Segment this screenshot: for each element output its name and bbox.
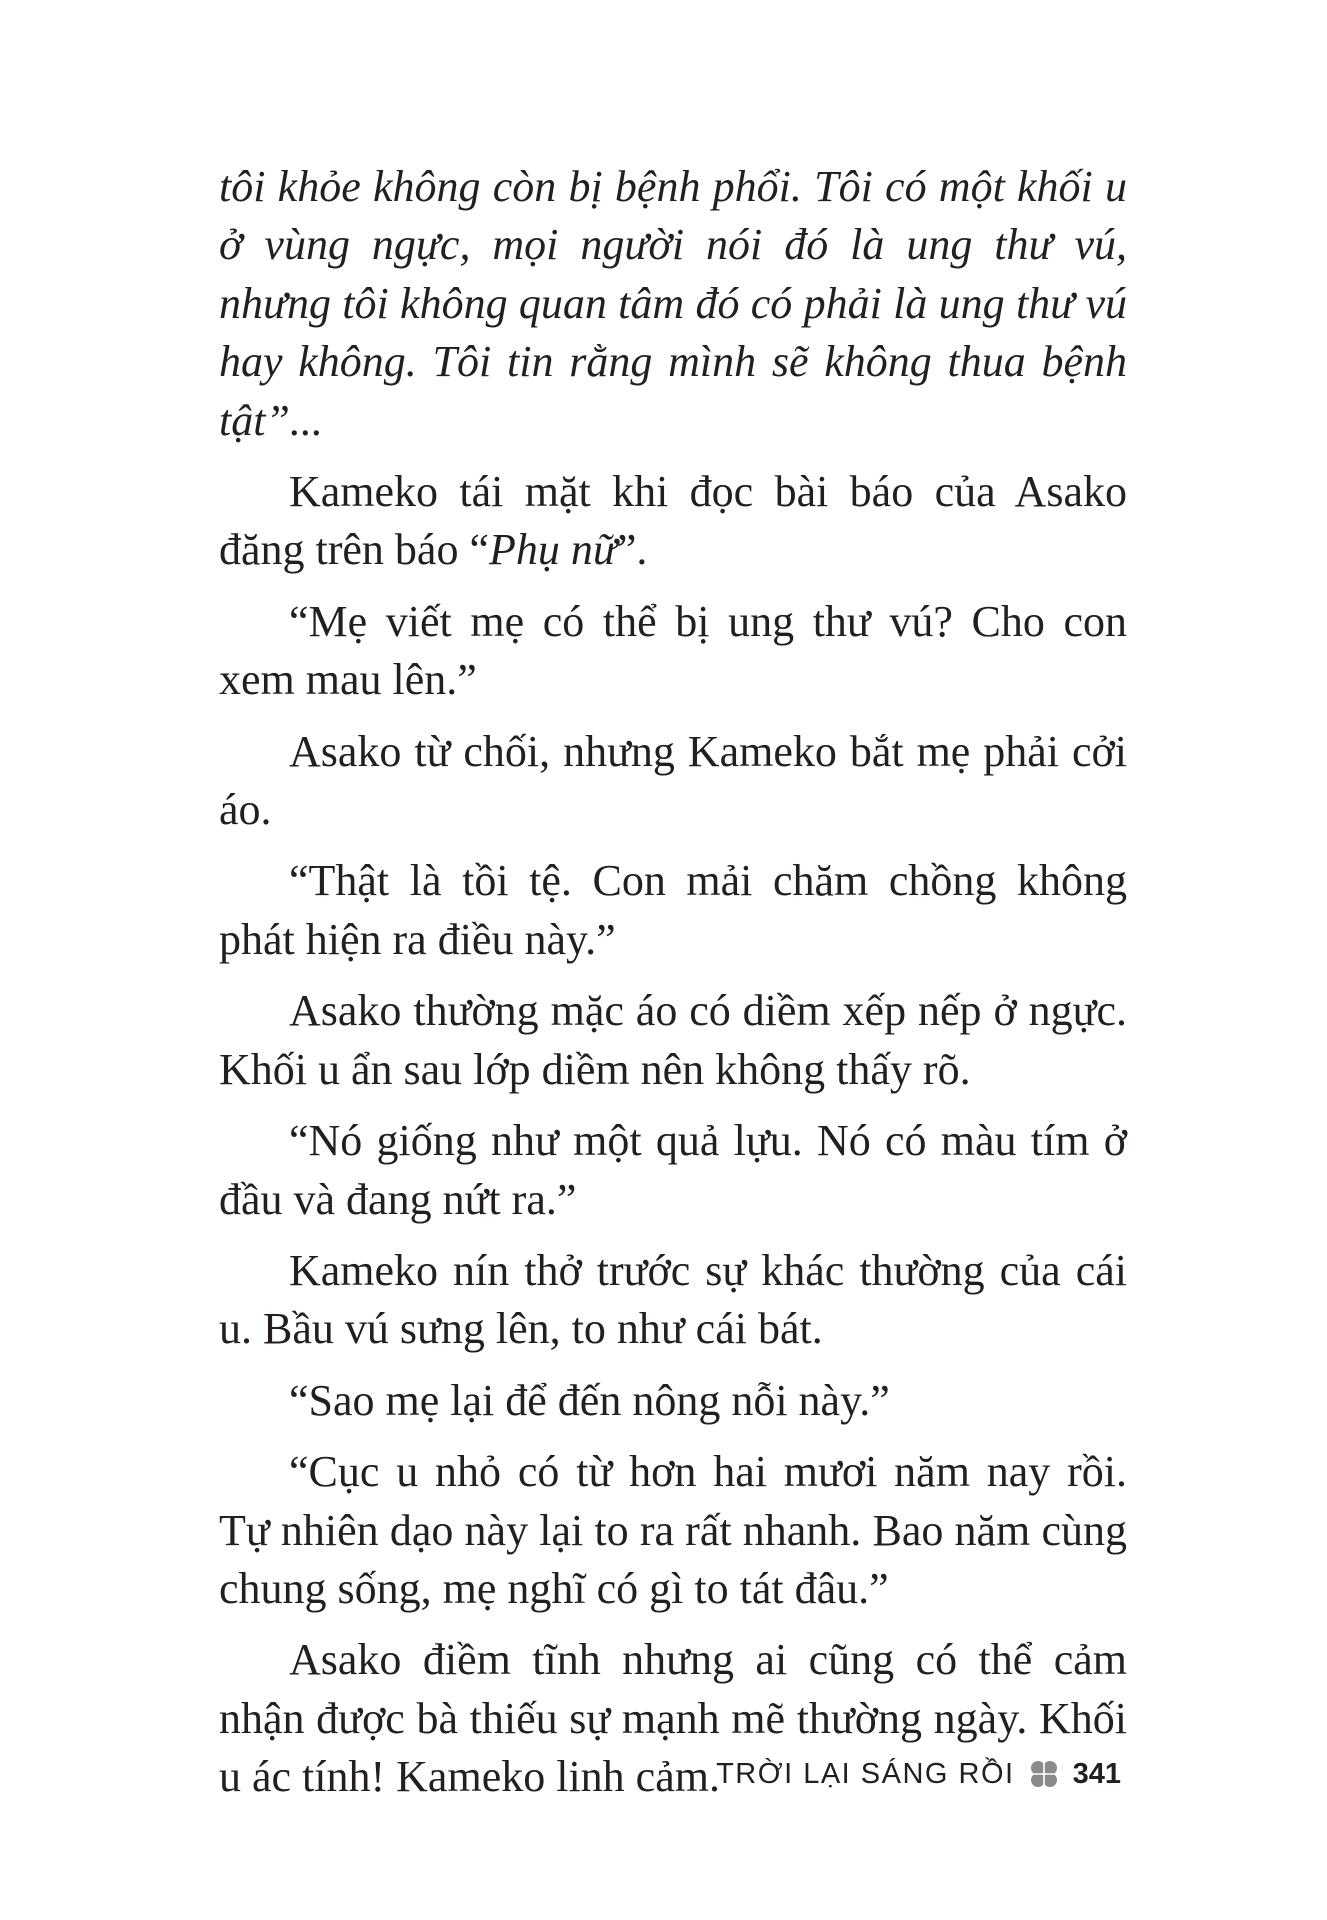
clover-icon	[1027, 1757, 1061, 1791]
paragraph: Asako thường mặc áo có diềm xếp nếp ở ngực. Khối u ẩn sau lớp diềm nên không thấy rõ.	[219, 986, 1127, 1094]
paragraph	[219, 463, 1127, 580]
body-text	[219, 158, 1127, 1820]
paragraph: “Sao mẹ lại để đến nông nỗi này.”	[289, 1375, 890, 1425]
quoted-letter-paragraph: tôi khỏe không còn bị bệnh phổi. Tôi có một khối u ở vùng ngực, mọi người nói đó là ung thư vú, nhưng tôi không quan tâm đó có phải là ung thư vú hay không. Tôi tin rằng mình sẽ không thua bệnh tật”...	[219, 162, 1127, 445]
paragraph: “Thật là tồi tệ. Con mải chăm chồng không phát hiện ra điều này.”	[219, 856, 1127, 964]
paragraph: Kameko nín thở trước sự khác thường của cái u. Bầu vú sưng lên, to như cái bát.	[219, 1245, 1127, 1354]
paragraph: “Mẹ viết mẹ có thể bị ung thư vú? Cho con xem mau lên.”	[219, 596, 1127, 705]
paragraph-text: ”.	[616, 525, 648, 575]
newspaper-title: Phụ nữ	[489, 525, 617, 575]
running-title: TRỜI LẠI SÁNG RỒI	[716, 1757, 1015, 1790]
paragraph: Asako điềm tĩnh nhưng ai cũng có thể cảm nhận được bà thiếu sự mạnh mẽ thường ngày. Khối u ác tính! Kameko linh cảm.	[219, 1635, 1127, 1802]
paragraph: “Cục u nhỏ có từ hơn hai mươi năm nay rồi. Tự nhiên dạo này lại to ra rất nhanh. Bao năm cùng chung sống, mẹ nghĩ có gì to tát đâu.”	[219, 1447, 1127, 1613]
paragraph-text: Kameko tái mặt khi đọc bài báo của Asako đăng trên báo “	[219, 467, 1127, 575]
page-number: 341	[1072, 1757, 1121, 1790]
paragraph: Asako từ chối, nhưng Kameko bắt mẹ phải cởi áo.	[219, 726, 1127, 835]
paragraph: “Nó giống như một quả lựu. Nó có màu tím ở đầu và đang nứt ra.”	[219, 1116, 1127, 1224]
page-footer	[716, 1754, 1121, 1794]
